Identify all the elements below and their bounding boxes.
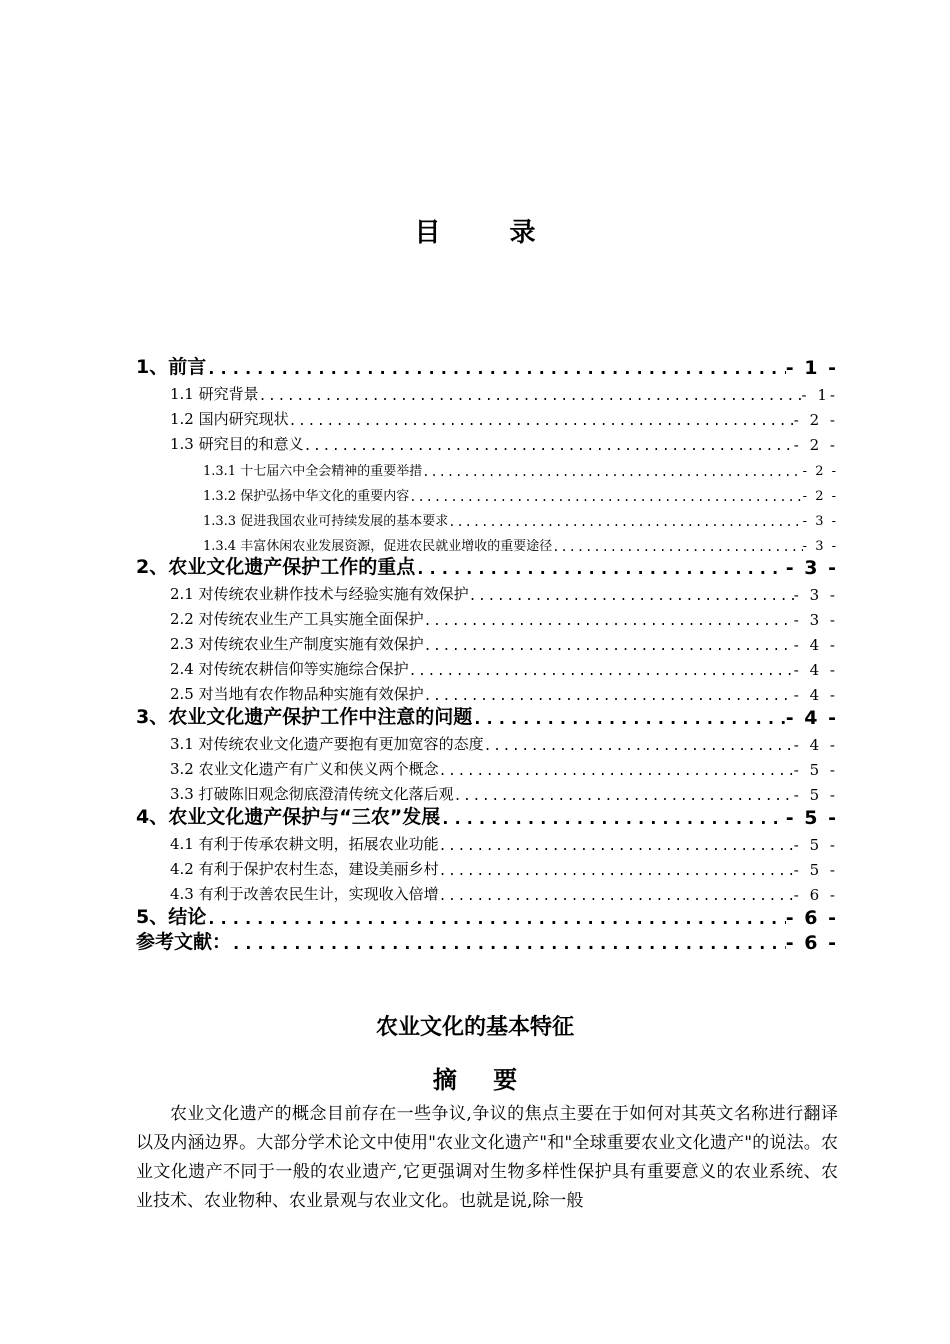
toc-entry-label: 2.4 对传统农耕信仰等实施综合保护 <box>170 660 409 678</box>
toc-entry-page: - 2 - <box>793 411 838 429</box>
toc-dot-leader <box>424 689 794 704</box>
toc-entry-page: - 3 - <box>793 611 838 629</box>
toc-entry[interactable] <box>136 604 838 629</box>
toc-entry-label: 1.1 研究背景 <box>170 385 259 403</box>
toc-dot-leader <box>439 864 794 879</box>
toc-entry-page: - 3 - <box>785 557 838 579</box>
toc-dot-leader <box>424 614 794 629</box>
toc-entry[interactable] <box>136 854 838 879</box>
toc-dot-leader <box>484 739 794 754</box>
toc-entry-label: 4、农业文化遗产保护与“三农”发展 <box>136 806 441 828</box>
toc-entry-label: 4.2 有利于保护农村生态，建设美丽乡村 <box>170 860 439 878</box>
toc-entry-page: - 4 - <box>793 661 838 679</box>
toc-dot-leader <box>289 414 794 429</box>
toc-entry[interactable] <box>136 454 838 479</box>
toc-entry[interactable] <box>136 354 838 379</box>
toc-title: 目 录 <box>414 218 566 248</box>
toc-dot-leader <box>454 789 794 804</box>
toc-entry[interactable] <box>136 904 838 929</box>
toc-entry-page: - 4 - <box>793 636 838 654</box>
toc-entry[interactable] <box>136 529 838 554</box>
toc-dot-leader <box>552 540 802 554</box>
toc-entry-label: 参考文献： <box>136 931 232 953</box>
toc-entry-label: 1、前言 <box>136 356 207 378</box>
toc-dot-leader <box>304 439 794 454</box>
toc-entry-label: 1.3.4 丰富休闲农业发展资源，促进农民就业增收的重要途径 <box>203 539 553 554</box>
toc-dot-leader <box>422 465 802 479</box>
toc-entry[interactable] <box>136 504 838 529</box>
toc-entry-label: 1.3 研究目的和意义 <box>170 435 304 453</box>
toc-entry[interactable] <box>136 879 838 904</box>
toc-dot-leader <box>440 809 786 829</box>
toc-entry[interactable] <box>136 379 838 404</box>
toc-dot-leader <box>439 764 794 779</box>
toc-entry[interactable] <box>136 479 838 504</box>
toc-entry-page: - 3 - <box>802 539 838 554</box>
toc-entry-label: 3.2 农业文化遗产有广义和侠义两个概念 <box>170 760 439 778</box>
toc-entry-label: 2.5 对当地有农作物品种实施有效保护 <box>170 685 424 703</box>
toc-dot-leader <box>206 909 786 929</box>
toc-entry-label: 1.3.3 促进我国农业可持续发展的基本要求 <box>203 514 449 529</box>
toc-dot-leader <box>439 889 794 904</box>
table-of-contents <box>136 354 838 954</box>
toc-entry[interactable] <box>136 679 838 704</box>
toc-entry[interactable] <box>136 579 838 604</box>
toc-dot-leader <box>409 490 802 504</box>
toc-dot-leader <box>448 515 802 529</box>
toc-entry-page: - 5 - <box>793 786 838 804</box>
toc-entry[interactable] <box>136 729 838 754</box>
toc-entry-page: - 3 - <box>793 586 838 604</box>
toc-dot-leader <box>415 559 786 579</box>
toc-entry-label: 3.1 对传统农业文化遗产要抱有更加宽容的态度 <box>170 735 484 753</box>
toc-entry-label: 5、结论 <box>136 906 207 928</box>
toc-entry[interactable] <box>136 554 838 579</box>
toc-dot-leader <box>469 589 794 604</box>
toc-entry-page: - 2 - <box>802 464 838 479</box>
toc-entry-page: - 5 - <box>793 761 838 779</box>
toc-entry-page: - 5 - <box>793 861 838 879</box>
toc-entry[interactable] <box>136 804 838 829</box>
toc-dot-leader <box>409 664 794 679</box>
toc-dot-leader <box>259 389 802 404</box>
toc-entry-label: 1.3.1 十七届六中全会精神的重要举措 <box>203 464 423 479</box>
toc-entry-label: 4.3 有利于改善农民生计，实现收入倍增 <box>170 885 439 903</box>
toc-dot-leader <box>231 934 786 954</box>
toc-entry-page: - 6 - <box>785 932 838 954</box>
toc-entry-page: - 5 - <box>793 836 838 854</box>
toc-entry-label: 2.3 对传统农业生产制度实施有效保护 <box>170 635 424 653</box>
toc-dot-leader <box>472 709 786 729</box>
toc-entry-page: - 4 - <box>785 707 838 729</box>
toc-entry-page: - 3 - <box>802 514 838 529</box>
toc-dot-leader <box>439 839 794 854</box>
toc-entry[interactable] <box>136 779 838 804</box>
toc-entry-label: 3.3 打破陈旧观念彻底澄清传统文化落后观 <box>170 785 454 803</box>
toc-entry-page: - 4 - <box>793 736 838 754</box>
toc-entry-page: - 5 - <box>785 807 838 829</box>
abstract-heading: 摘 要 <box>432 1066 532 1094</box>
toc-entry[interactable] <box>136 704 838 729</box>
toc-entry-page: - 2 - <box>793 436 838 454</box>
toc-dot-leader <box>424 639 794 654</box>
toc-entry[interactable] <box>136 654 838 679</box>
toc-entry[interactable] <box>136 929 838 954</box>
toc-entry[interactable] <box>136 429 838 454</box>
toc-entry-page: - 6 - <box>785 907 838 929</box>
toc-dot-leader <box>206 359 786 379</box>
abstract-paragraph: 农业文化遗产的概念目前存在一些争议,争议的焦点主要在于如何对其英文名称进行翻译以及内涵边界。大部分学术论文中使用"农业文化遗产"和"全球重要农业文化遗产"的说法。农业文化遗产不同于一般的农业遗产,它更强调对生物多样性保护具有重要意义的农业系统、农业技术、农业物种、农业景观与农业文化。也就是说,除一般 <box>136 1104 838 1211</box>
toc-entry-page: - 1- <box>801 386 838 404</box>
document-title: 农业文化的基本特征 <box>375 1015 574 1040</box>
toc-entry-page: - 2 - <box>802 489 838 504</box>
toc-entry[interactable] <box>136 629 838 654</box>
toc-entry[interactable] <box>136 754 838 779</box>
toc-entry-label: 4.1 有利于传承农耕文明，拓展农业功能 <box>170 835 439 853</box>
toc-entry-label: 2、农业文化遗产保护工作的重点 <box>136 556 416 578</box>
toc-entry-label: 2.2 对传统农业生产工具实施全面保护 <box>170 610 424 628</box>
toc-entry-page: - 1 - <box>785 357 838 379</box>
toc-entry-label: 3、农业文化遗产保护工作中注意的问题 <box>136 706 473 728</box>
toc-entry-label: 1.3.2 保护弘扬中华文化的重要内容 <box>203 489 410 504</box>
toc-entry-page: - 6 - <box>793 886 838 904</box>
toc-entry[interactable] <box>136 829 838 854</box>
toc-entry-label: 1.2 国内研究现状 <box>170 410 289 428</box>
toc-entry[interactable] <box>136 404 838 429</box>
toc-entry-page: - 4 - <box>793 686 838 704</box>
toc-entry-label: 2.1 对传统农业耕作技术与经验实施有效保护 <box>170 585 469 603</box>
